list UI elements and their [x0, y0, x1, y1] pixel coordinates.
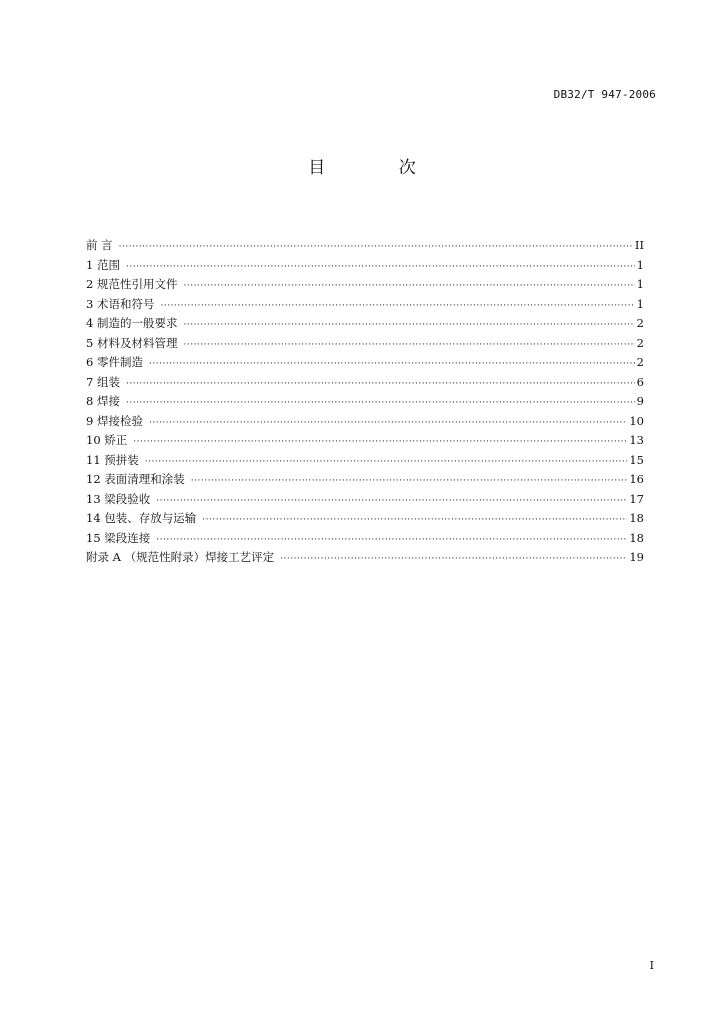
page-title: 目 次: [308, 158, 450, 178]
toc-entry-label: 10 矫正: [86, 433, 128, 447]
toc-entry-page: 1: [636, 296, 644, 311]
toc-entry-page: 9: [636, 394, 644, 408]
toc-entry-page: 16: [629, 472, 644, 486]
toc-entry[interactable]: [86, 275, 644, 295]
toc-leader-dots: [126, 394, 635, 414]
toc-entry[interactable]: [86, 314, 644, 334]
toc-entry-label: 11 预拼装: [86, 452, 139, 467]
toc-entry-page: 2: [636, 335, 644, 350]
page-number: I: [649, 959, 654, 972]
toc-entry-label: 附录 A （规范性附录）焊接工艺评定: [86, 550, 275, 564]
toc-entry-label: 12 表面清理和涂装: [86, 472, 185, 486]
toc-entry-page: 17: [629, 491, 644, 506]
toc-entry-page: II: [634, 238, 644, 252]
toc-entry[interactable]: [86, 373, 644, 393]
toc-entry-label: 8 焊接: [86, 394, 120, 408]
toc-leader-dots: [149, 355, 635, 375]
toc-leader-dots: [133, 433, 627, 453]
toc-entry-label: 15 梁段连接: [86, 530, 151, 545]
toc-entry-label: 6 零件制造: [86, 355, 143, 369]
toc-entry[interactable]: [86, 431, 644, 451]
toc-entry-page: 18: [629, 511, 644, 525]
toc-leader-dots: [126, 375, 635, 395]
toc-leader-dots: [183, 336, 634, 356]
table-of-contents: [86, 236, 644, 568]
toc-entry-page: 2: [636, 355, 644, 369]
toc-leader-dots: [126, 258, 635, 278]
toc-leader-dots: [191, 472, 628, 492]
toc-entry-page: 10: [629, 413, 644, 428]
toc-entry[interactable]: [86, 295, 644, 315]
toc-entry-label: 3 术语和符号: [86, 296, 155, 311]
toc-entry-label: 2 规范性引用文件: [86, 277, 178, 291]
toc-entry-page: 6: [636, 374, 644, 389]
toc-entry[interactable]: [86, 548, 644, 568]
toc-entry-label: 1 范围: [86, 257, 120, 272]
toc-entry[interactable]: [86, 412, 644, 432]
toc-leader-dots: [145, 453, 628, 473]
toc-entry[interactable]: [86, 392, 644, 412]
toc-entry-page: 1: [636, 277, 644, 291]
toc-leader-dots: [160, 297, 634, 317]
toc-entry-page: 19: [629, 550, 644, 564]
toc-entry-page: 18: [629, 530, 644, 545]
toc-entry[interactable]: [86, 529, 644, 549]
toc-entry[interactable]: [86, 236, 644, 256]
toc-leader-dots: [280, 550, 627, 570]
toc-entry-page: 1: [636, 257, 644, 272]
toc-entry-label: 14 包装、存放与运输: [86, 511, 197, 525]
toc-entry-label: 4 制造的一般要求: [86, 316, 178, 330]
toc-entry[interactable]: [86, 509, 644, 529]
toc-entry[interactable]: [86, 334, 644, 354]
toc-entry[interactable]: [86, 353, 644, 373]
toc-entry-page: 13: [629, 433, 644, 447]
toc-entry-label: 13 梁段验收: [86, 491, 151, 506]
toc-entry-page: 2: [636, 316, 644, 330]
toc-entry[interactable]: [86, 490, 644, 510]
toc-entry-page: 15: [629, 452, 644, 467]
toc-leader-dots: [149, 414, 627, 434]
toc-leader-dots: [183, 316, 634, 336]
toc-entry-label: 7 组装: [86, 374, 120, 389]
toc-leader-dots: [119, 238, 633, 258]
standard-code: DB32/T 947-2006: [553, 88, 656, 101]
toc-entry[interactable]: [86, 256, 644, 276]
toc-entry[interactable]: [86, 451, 644, 471]
toc-entry[interactable]: [86, 470, 644, 490]
toc-entry-label: 9 焊接检验: [86, 413, 143, 428]
toc-leader-dots: [202, 511, 627, 531]
toc-leader-dots: [156, 492, 627, 512]
toc-entry-label: 5 材料及材料管理: [86, 335, 178, 350]
toc-entry-label: 前 言: [86, 238, 113, 252]
toc-leader-dots: [183, 277, 634, 297]
